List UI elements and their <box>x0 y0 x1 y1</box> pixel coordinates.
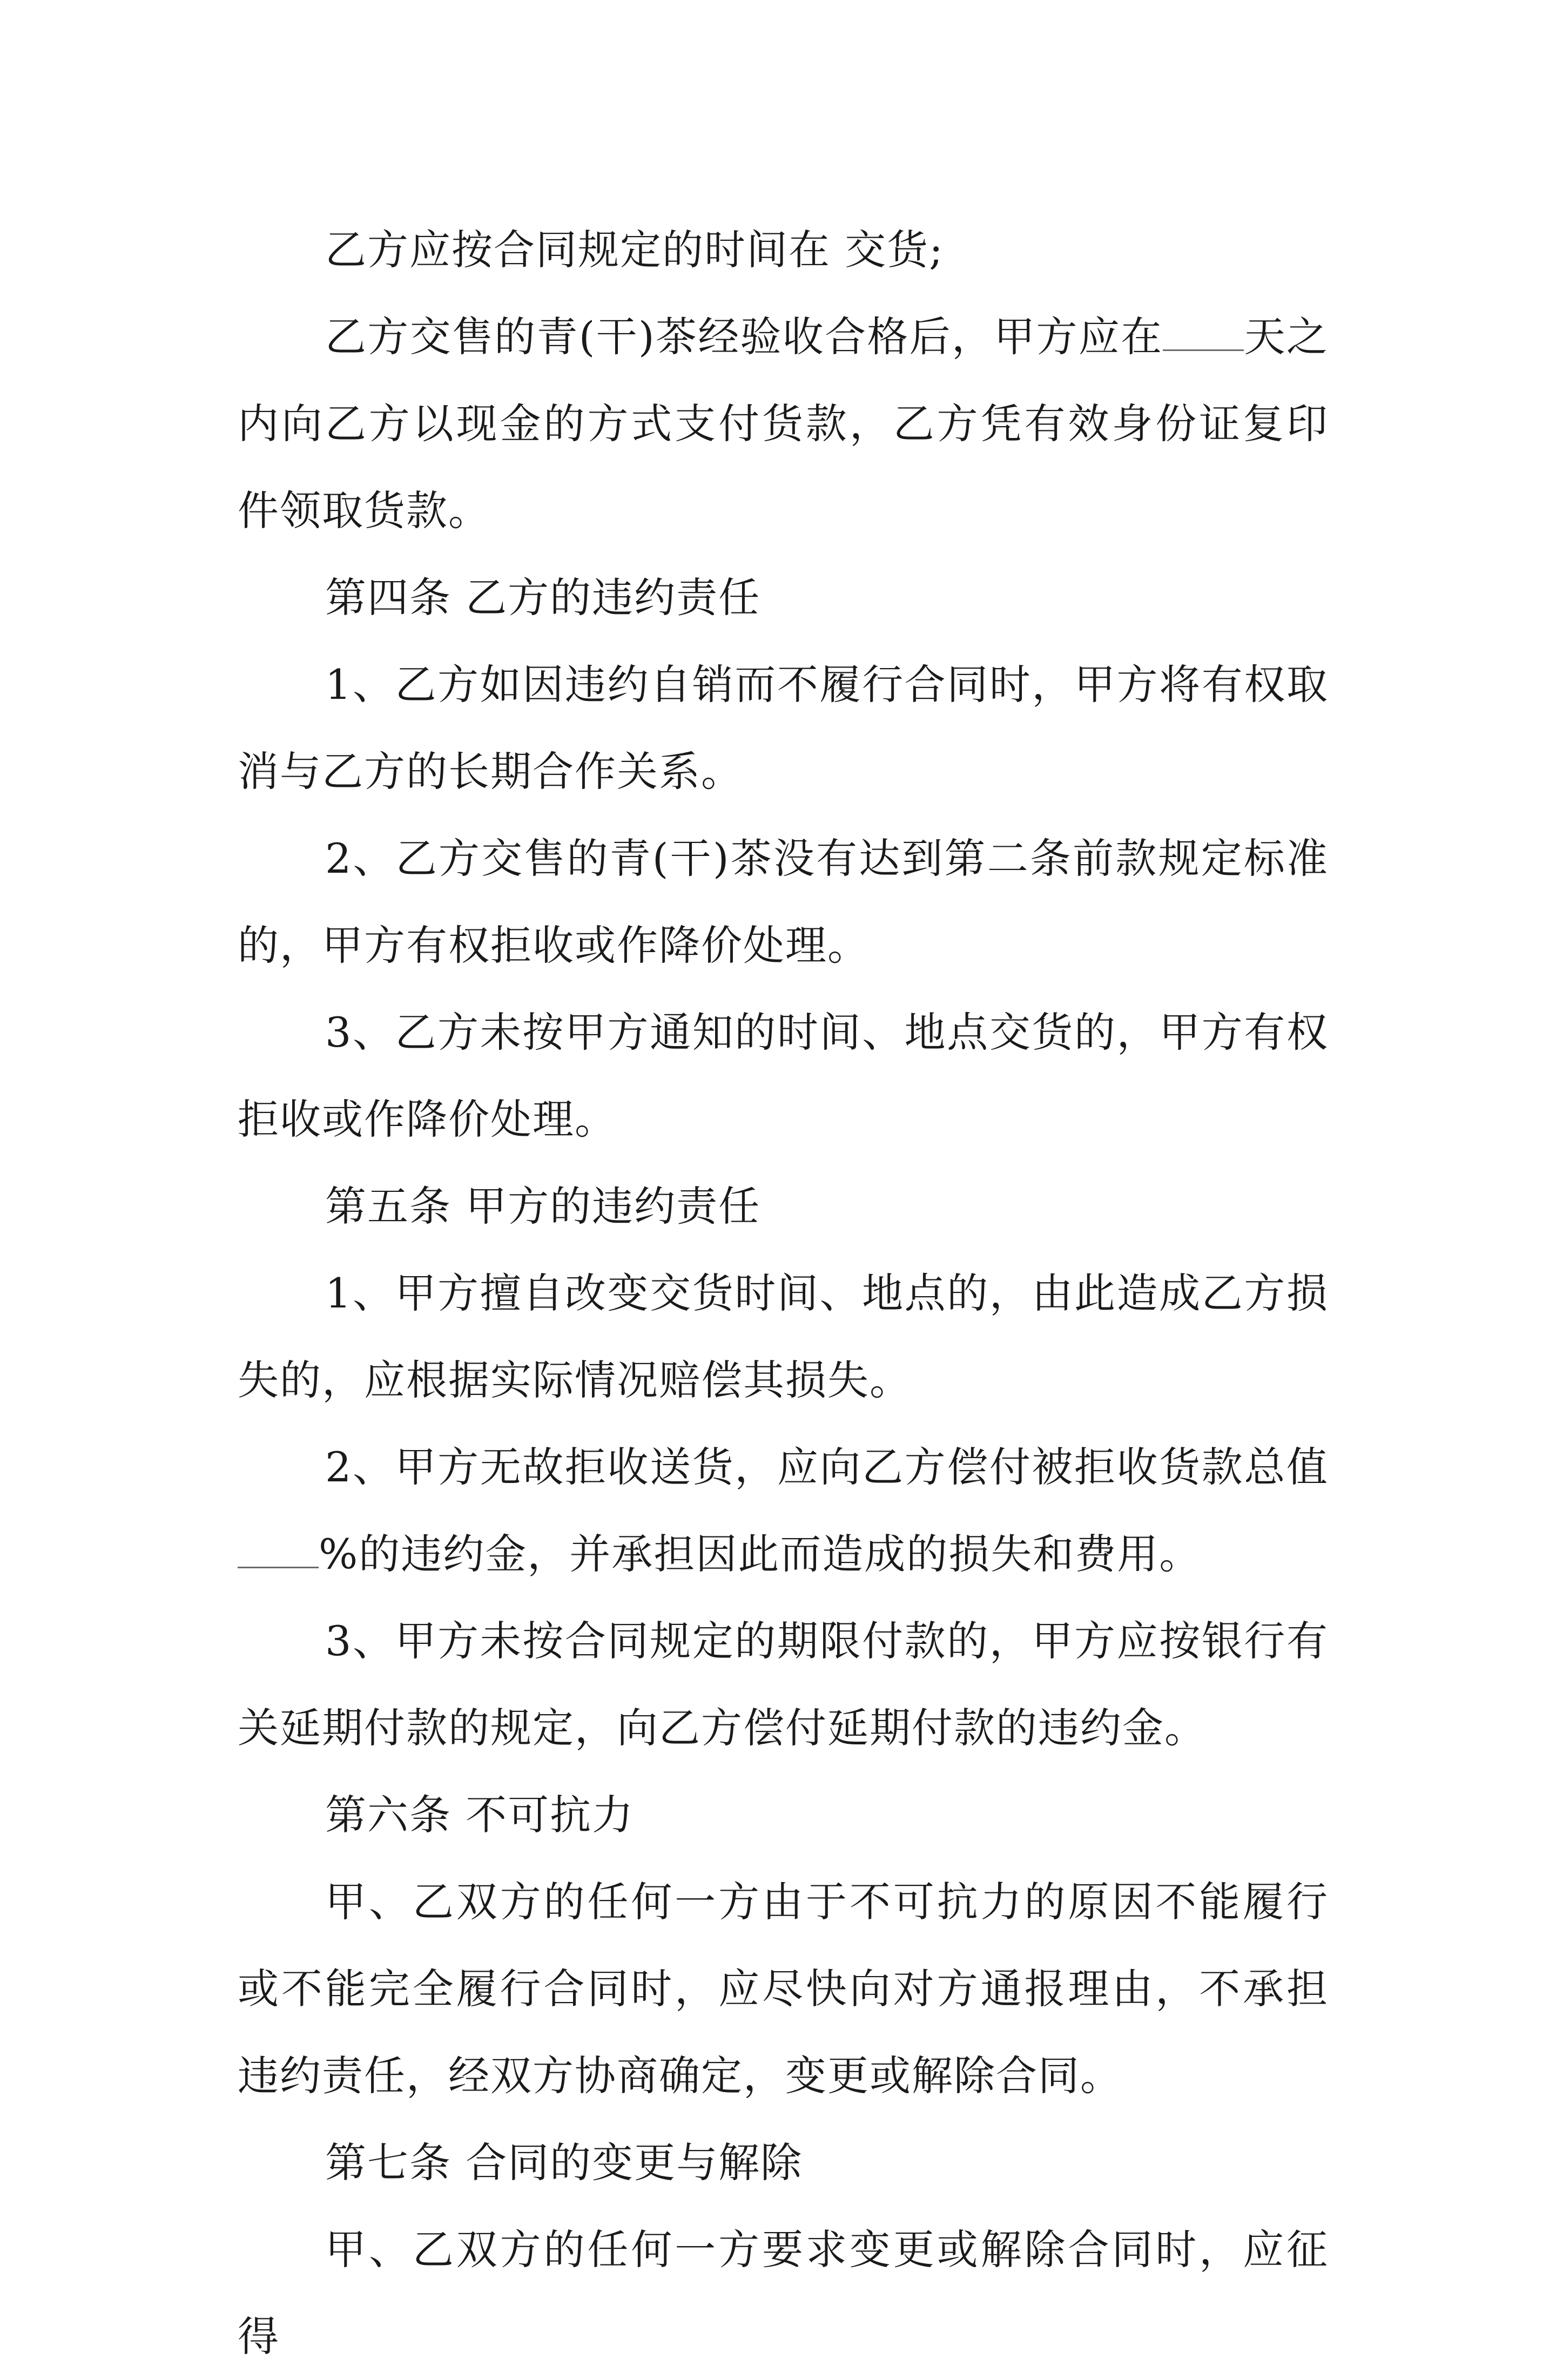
clause-4-3: 3、乙方未按甲方通知的时间、地点交货的，甲方有权拒收或作降价处理。 <box>238 1008 1329 1143</box>
heading-article-7: 第七条 合同的变更与解除 <box>325 2139 803 2187</box>
heading-article-4: 第四条 乙方的违约责任 <box>325 574 761 622</box>
heading-article-6: 第六条 不可抗力 <box>325 1791 635 1839</box>
payment-days-blank <box>1163 319 1244 351</box>
clause-6-body: 甲、乙双方的任何一方由于不可抗力的原因不能履行或不能完全履行合同时，应尽快向对方通报理由，不承担违约责任，经双方协商确定，变更或解除合同。 <box>238 1878 1329 2100</box>
clause-5-1: 1、甲方擅自改变交货时间、地点的，由此造成乙方损失的，应根据实际情况赔偿其损失。 <box>238 1269 1329 1404</box>
document-body <box>238 206 1329 2380</box>
payment-text-after: 天之内向乙方以现金的方式支付货款，乙方凭有效身份证复印件领取货款。 <box>238 313 1329 535</box>
clause-4-2: 2、乙方交售的青(干)茶没有达到第二条前款规定标准的，甲方有权拒收或作降价处理。 <box>238 834 1329 969</box>
paragraph-payment <box>238 293 1329 554</box>
clause-5-3: 3、甲方未按合同规定的期限付款的，甲方应按银行有关延期付款的规定，向乙方偿付延期付款的违约金。 <box>238 1617 1329 1752</box>
clause-4-1: 1、乙方如因违约自销而不履行合同时，甲方将有权取消与乙方的长期合作关系。 <box>238 660 1329 795</box>
penalty-percent-blank <box>238 1536 319 1568</box>
clause-7-body: 甲、乙双方的任何一方要求变更或解除合同时，应征得 <box>238 2226 1329 2361</box>
clause-5-2 <box>238 1424 1329 1597</box>
clause-5-2-text-after: %的违约金，并承担因此而造成的损失和费用。 <box>319 1530 1202 1578</box>
paragraph-delivery-time: 乙方应按合同规定的时间在 交货; <box>325 226 944 274</box>
payment-text-before: 乙方交售的青(干)茶经验收合格后，甲方应在 <box>325 313 1163 361</box>
clause-5-2-text-before: 2、甲方无故拒收送货，应向乙方偿付被拒收货款总值 <box>325 1443 1329 1491</box>
heading-article-5: 第五条 甲方的违约责任 <box>325 1182 761 1230</box>
